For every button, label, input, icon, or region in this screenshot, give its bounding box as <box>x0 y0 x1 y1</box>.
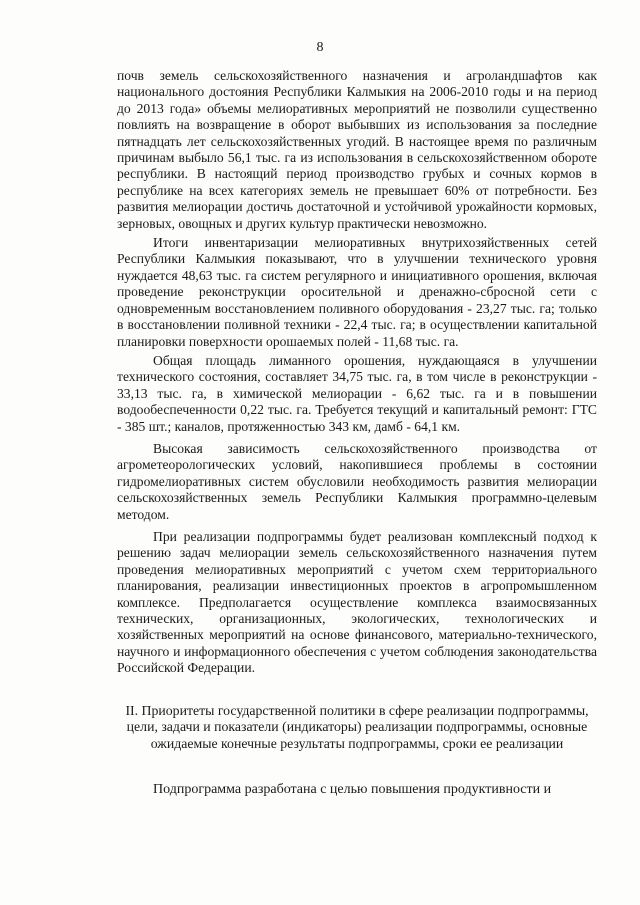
paragraph-4: Высокая зависимость сельскохозяйственного производства от агрометеорологических условий, накопившиеся проблемы в состоянии гидромелиоративных систем обусловили необходимость развития мелиорации сельскохозяйственных земель Республики Калмыкия программно-целевым методом. <box>117 440 597 522</box>
body-text <box>117 68 597 799</box>
paragraph-6: Подпрограмма разработана с целью повышения продуктивности и <box>153 782 552 798</box>
page-number: 8 <box>316 40 324 55</box>
paragraph-1: почв земель сельскохозяйственного назначения и агроландшафтов как национального достояния Республики Калмыкия на 2006-2010 годы и на период до 2013 года» объемы мелиоративных мероприятий не позволили существенно повлиять на возвращение в оборот выбывших из использования за последние пятнадцать лет сельскохозяйственных угодий. В настоящее время по различным причинам выбыло 56,1 тыс. га из использования в сельскохозяйственном обороте республики. В настоящий период производство грубых и сочных кормов в республике на всех категориях земель не превышает 60% от потребности. Без развития мелиорации достичь достаточной и устойчивой урожайности кормовых, зерновых, овощных и других культур практически невозможно. <box>117 68 597 231</box>
section-heading: II. Приоритеты государственной политики в сфере реализации подпрограммы, цели, задачи и показатели (индикаторы) реализации подпрограммы, основные ожидаемые конечные результаты подпрограммы, сроки ее реализации <box>125 702 589 751</box>
paragraph-5: При реализации подпрограммы будет реализован комплексный подход к решению задач мелиорации земель сельскохозяйственного назначения путем проведения мелиоративных мероприятий с учетом схем территориального планирования, реализации инвестиционных проектов в агропромышленном комплексе. Предполагается осуществление комплекса взаимосвязанных технических, организационных, экологических, технологических и хозяйственных мероприятий на основе финансового, материально-технического, научного и информационного обеспечения с учетом соблюдения законодательства Российской Федерации. <box>117 528 597 676</box>
paragraph-3: Общая площадь лиманного орошения, нуждающаяся в улучшении технического состояния, составляет 34,75 тыс. га, в том числе в реконструкции - 33,13 тыс. га, в химической мелиорации - 6,62 тыс. га и в повышении водообеспеченности 0,22 тыс. га. Требуется текущий и капитальный ремонт: ГТС - 385 шт.; каналов, протяженностью 343 км, дамб - 64,1 км. <box>117 352 597 434</box>
paragraph-2: Итоги инвентаризации мелиоративных внутрихозяйственных сетей Республики Калмыкия показывают, что в улучшении технического уровня нуждается 48,63 тыс. га систем регулярного и инициативного орошения, включая проведение реконструкции оросительной и дренажно-сбросной сети с одновременным восстановлением поливного оборудования - 23,27 тыс. га; только в восстановлении поливной техники - 22,4 тыс. га; в осуществлении капитальной планировки поверхности орошаемых полей - 11,68 тыс. га. <box>117 235 597 349</box>
